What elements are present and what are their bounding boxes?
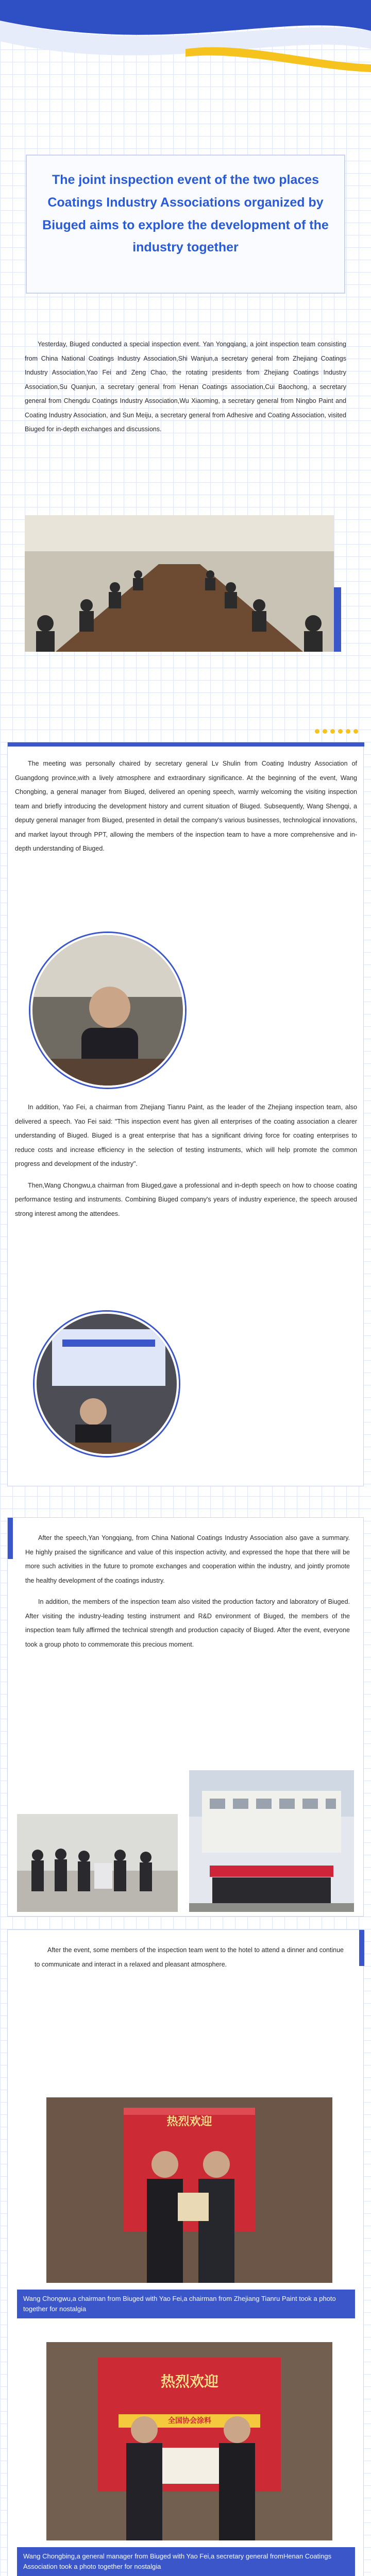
page-title: The joint inspection event of the two places Coatings Industry Associations organized by Biuged aims to explore the development of the industry together: [42, 173, 329, 255]
banner-subtext-2: 全国协会涂料: [168, 2417, 211, 2425]
banner-text-2: 热烈欢迎: [160, 2373, 218, 2390]
presentation-photo: [35, 1312, 179, 1456]
dinner-caption-2: Wang Chongbing,a general manager from Biuged with Yao Fei,a secretary general fromHenan Coatings Association took a photo together for nostalgia: [17, 2547, 355, 2576]
meeting-room-photo: [25, 515, 334, 652]
dinner-caption-1: Wang Chongwu,a chairman from Biuged with Yao Fei,a chairman from Zhejiang Tianru Paint took a photo together for nostalgia: [17, 2290, 355, 2318]
section2-card: [7, 742, 364, 1486]
section3-corner-accent: [8, 1518, 13, 1559]
section2-paragraph-1: The meeting was personally chaired by secretary general Lv Shulin from Coating Industry Association of Guangdong province,with a lively atmosphere and extraordinary significance. At the beginning of the event, Wang Chongbing, a general manager from Biuged, delivered an opening speech, warmly welcoming the visiting inspection team and briefly introducing the development history and current situation of Biuged. Subsequently, Wang Shengqi, a deputy general manager from Biuged, presented in detail the company's various businesses, technological innovations, and market layout through PPT, allowing the members of the inspection team to have a more comprehensive and in-depth understanding of Biuged.: [15, 760, 357, 852]
section2-top-bar: [8, 742, 364, 747]
intro-text: [25, 337, 346, 437]
section4-corner-accent: [359, 1930, 364, 1966]
banner-text-1: 热烈欢迎: [166, 2115, 212, 2128]
dinner-photo-2: [46, 2342, 332, 2540]
section4-card: [7, 1929, 364, 2576]
section2-paragraph-2: In addition, Yao Fei, a chairman from Zhejiang Tianru Paint, as the leader of the Zhejiang inspection team, also delivered a speech. Yao Fei said: "This inspection event has given all enterprises of the coating association a clearer understanding of Biuged. Biuged is a great enterprise that has a significant driving force for coating enterprises to reduce costs and increase efficiency in the selection of testing instruments, which will help promote the common progress and development of the industry".: [15, 1104, 357, 1167]
speaker-photo: [30, 933, 185, 1088]
section2-paragraph-3: Then,Wang Chongwu,a chairman from Biuged,gave a professional and in-depth speech on how to choose coating performance testing and instruments. Combining Biuged company's years of industry experience, the speech aroused strong interest among the attendees.: [15, 1181, 357, 1217]
title-card: [26, 155, 345, 294]
photo-accent-bar: [334, 587, 341, 652]
group-photo: [189, 1770, 354, 1912]
dinner-photo-1: [46, 2097, 332, 2283]
intro-paragraph: Yesterday, Biuged conducted a special inspection event. Yan Yongqiang, a joint inspection team consisting from China National Coatings Industry Association,Shi Wanjun,a secretary general from Zhejiang Coatings Industry Association,Yao Fei and Zeng Chao, the rotating presidents from Zhejiang Coatings Industry Association,Su Quanjun, a secretary general from Henan Coatings association,Cui Baochong, a secretary general from Chengdu Coatings Industry Association,Wu Xiaoming, a secretary general from Ningbo Paint and Coating Industry Association, and Sun Meiju, a secretary general from Adhesive and Coating Association, visited Biuged for in-depth exchanges and discussions.: [25, 341, 346, 433]
section3-paragraph-1: After the speech,Yan Yongqiang, from China National Coatings Industry Association also gave a summary. He highly praised the significance and value of this inspection activity, and expressed the hope that there will be more such activities in the future to promote exchanges and cooperation within the industry, and jointly promote the healthy development of the coatings industry.: [25, 1534, 350, 1584]
section3-card: [7, 1517, 364, 1917]
lab-visit-photo: [17, 1814, 178, 1912]
section3-paragraph-2: In addition, the members of the inspection team also visited the production factory and laboratory of Biuged. After visiting the industry-leading testing instrument and R&D environment of Biuged, the members of the inspection team fully affirmed the technical strength and production capacity of Biuged. After the event, everyone took a group photo to commemorate this precious moment.: [25, 1598, 350, 1648]
section4-paragraph-1: After the event, some members of the inspection team went to the hotel to attend a dinner and continue to communicate and interact in a relaxed and pleasant atmosphere.: [35, 1946, 344, 1968]
top-decoration: [0, 0, 371, 88]
